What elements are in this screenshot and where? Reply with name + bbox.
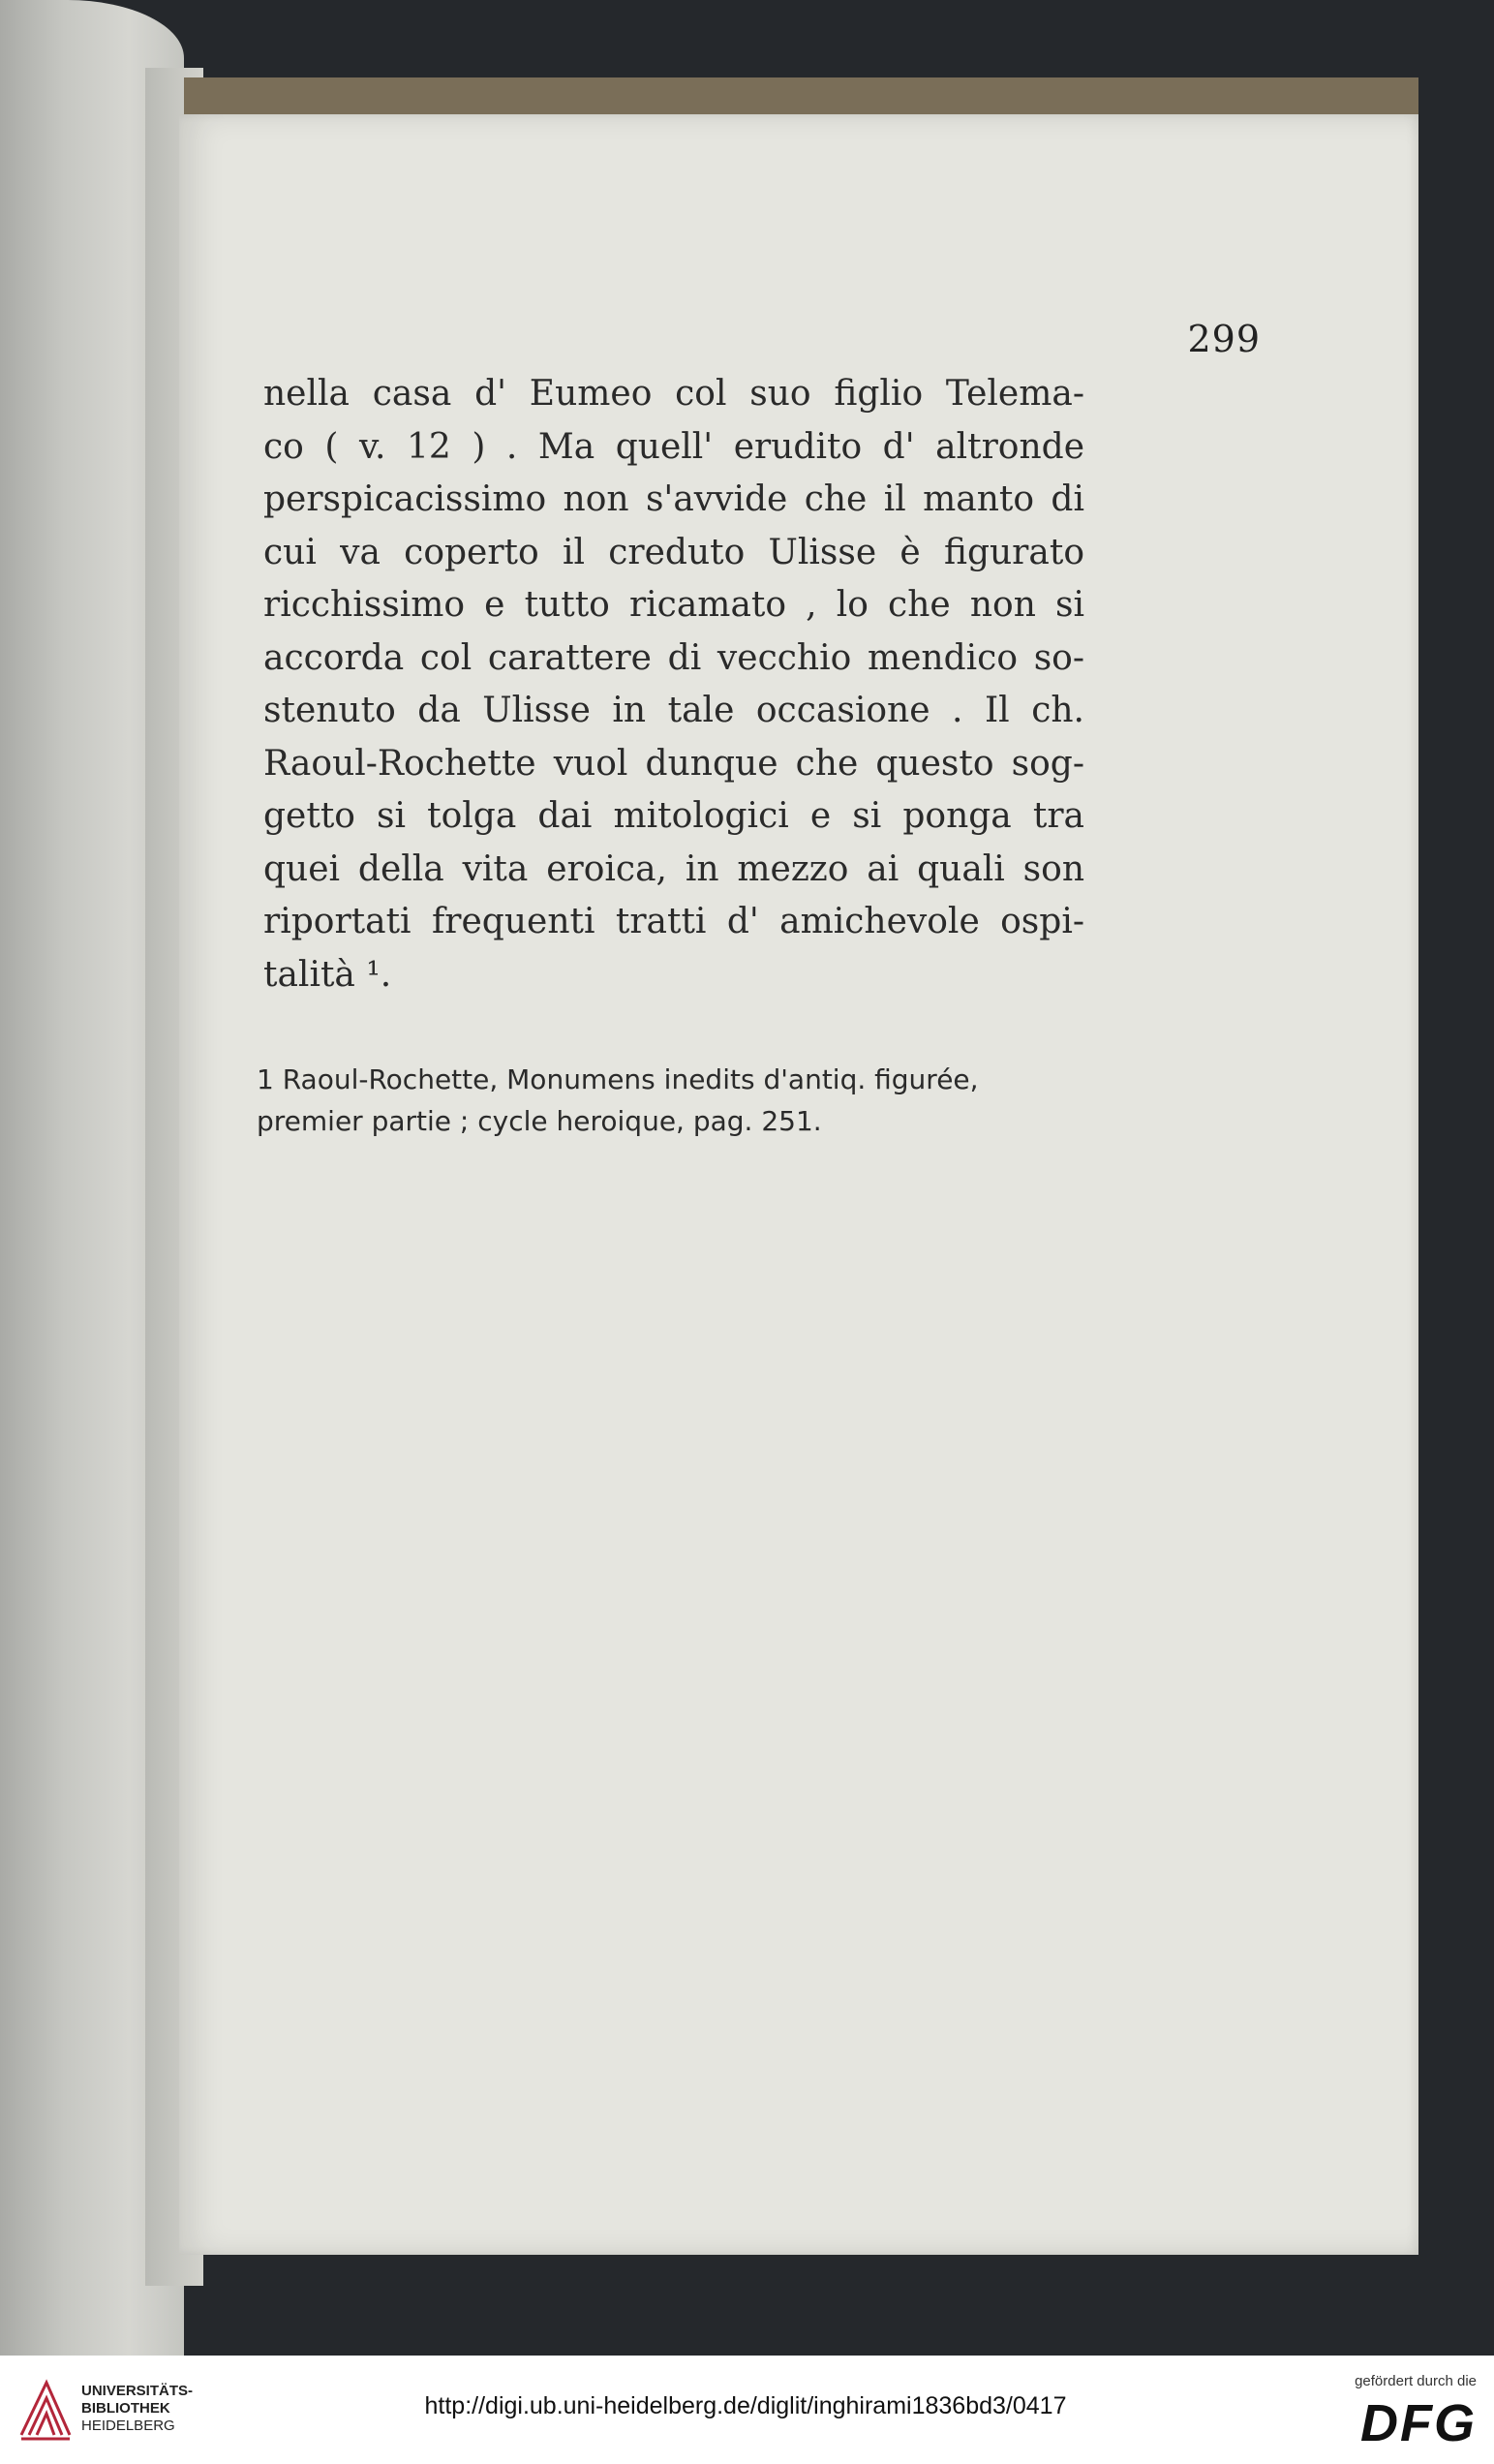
library-name-line: BIBLIOTHEK	[81, 2400, 170, 2417]
footnote	[257, 1059, 1089, 1142]
library-logo-icon	[17, 2377, 74, 2443]
body-line: getto si tolga dai mitologici e si ponga tra	[263, 796, 1084, 836]
body-line: co ( v. 12 ) . Ma quell' erudito d' altronde	[263, 426, 1084, 467]
body-line: stenuto da Ulisse in tale occasione . Il ch.	[263, 691, 1084, 730]
body-line: perspicacissimo non s'avvide che il manto di	[263, 479, 1084, 519]
body-line: talità ¹.	[263, 954, 392, 995]
dfg-logo: DFG	[1360, 2394, 1477, 2452]
body-line: Raoul-Rochette vuol dunque che questo sog-	[263, 743, 1084, 784]
body-line: quei della vita eroica, in mezzo ai quali son	[263, 848, 1084, 889]
permalink-url[interactable]: http://digi.ub.uni-heidelberg.de/diglit/inghirami1836bd3/0417	[424, 2392, 1067, 2419]
funding-label: gefördert durch die	[1355, 2373, 1477, 2389]
book-page	[179, 114, 1418, 2255]
page-number: 299	[1187, 318, 1261, 360]
library-name-line: HEIDELBERG	[81, 2418, 175, 2434]
viewer-footer	[0, 2356, 1494, 2464]
library-name	[81, 2383, 193, 2435]
library-name-line: UNIVERSITÄTS-	[81, 2383, 194, 2399]
page-top-edge	[184, 77, 1418, 116]
footnote-line: premier partie ; cycle heroique, pag. 251.	[257, 1105, 822, 1137]
body-line: nella casa d' Eumeo col suo figlio Telema-	[263, 374, 1084, 414]
body-line: accorda col carattere di vecchio mendico so-	[263, 637, 1084, 678]
body-line: cui va coperto il creduto Ulisse è figurato	[263, 532, 1084, 572]
footnote-line: 1 Raoul-Rochette, Monumens inedits d'antiq. figurée,	[257, 1063, 979, 1095]
body-text	[263, 368, 1084, 1001]
body-line: riportati frequenti tratti d' amichevole ospi-	[263, 902, 1084, 941]
body-line: ricchissimo e tutto ricamato , lo che non si	[263, 585, 1084, 625]
